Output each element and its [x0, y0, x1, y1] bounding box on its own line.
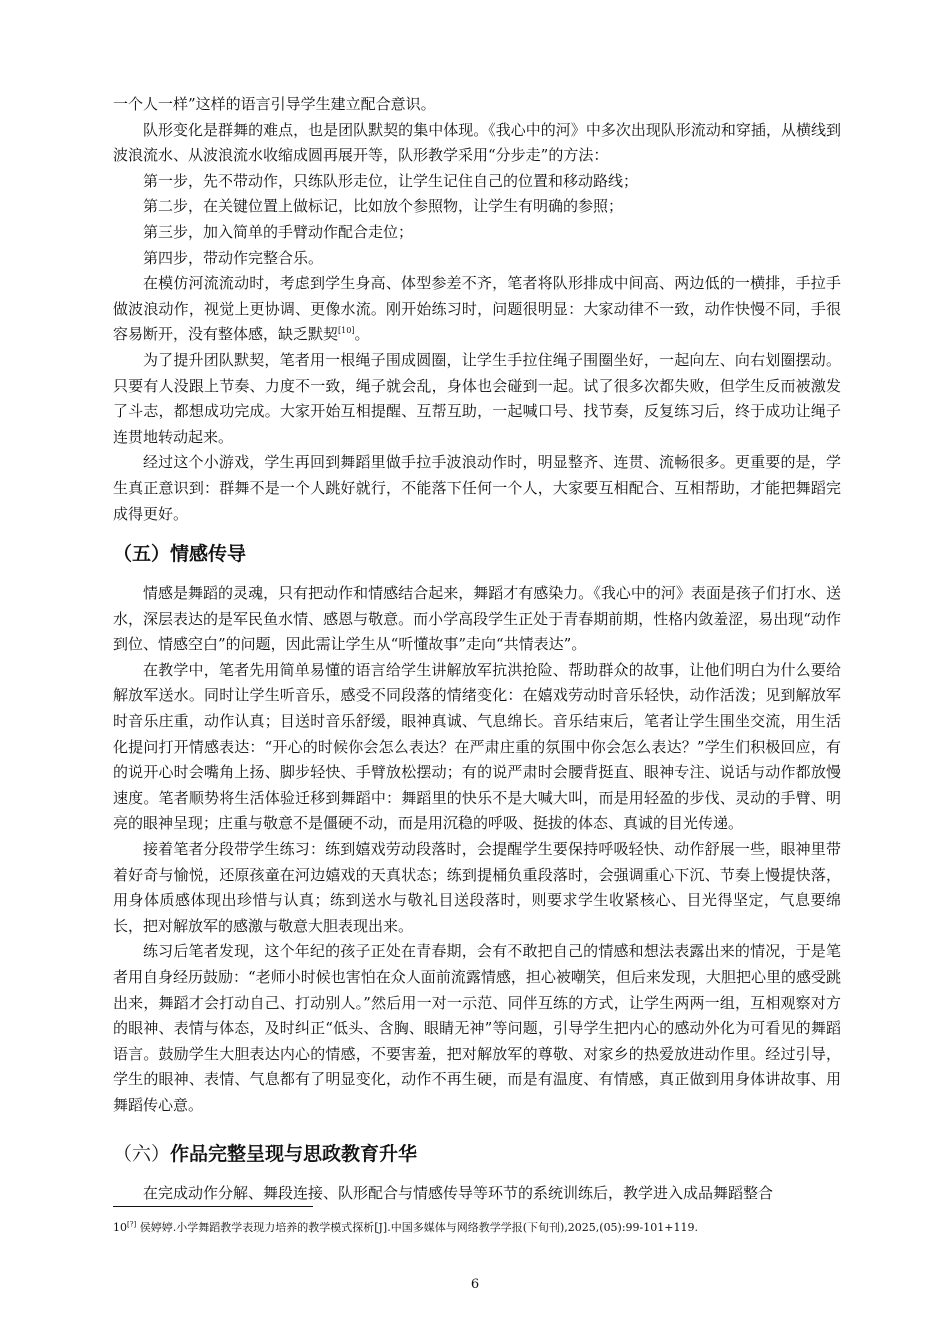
paragraph-with-citation — [113, 271, 841, 348]
paragraph-group-top — [113, 92, 841, 271]
paragraph-group-mid — [113, 348, 841, 527]
section-heading-6 — [113, 1139, 841, 1169]
footnote-number: 10 — [113, 1221, 127, 1234]
section-heading-6-number: （六） — [113, 1142, 171, 1165]
section-heading-5: （五）情感传导 — [113, 543, 247, 566]
paragraph: 第一步，先不带动作，只练队形走位，让学生记住自己的位置和移动路线； — [143, 171, 639, 190]
paragraph: 第二步，在关键位置上做标记，比如放个参照物，让学生有明确的参照； — [143, 197, 624, 216]
body-text — [113, 92, 841, 1206]
paragraph: 为了提升团队默契，笔者用一根绳子围成圆圈，让学生手拉住绳子围圈坐好，一起向左、向右划圈摆动。只要有人没跟上节奏、力度不一致，绳子就会乱，身体也会碰到一起。试了很多次都失败，但学生反而被激发了斗志，都想成功完成。大家开始互相提醒、互帮互助，一起喊口号、找节奏，反复练习后，终于成功让绳子连贯地转动起来。 — [113, 350, 841, 446]
paragraph: 在教学中，笔者先用简单易懂的语言给学生讲解放军抗洪抢险、帮助群众的故事，让他们明白为什么要给解放军送水。同时让学生听音乐，感受不同段落的情绪变化：在嬉戏劳动时音乐轻快，动作活泼；见到解放军时音乐庄重，动作认真；目送时音乐舒缓，眼神真诚、气息绵长。音乐结束后，笔者让学生围坐交流，用生活化提问打开情感表达：“开心的时候你会怎么表达？在严肃庄重的氛围中你会怎么表达？”学生们积极回应，有的说开心时会嘴角上扬、脚步轻快、手臂放松摆动；有的说严肃时会腰背挺直、眼神专注、说话与动作都放慢速度。笔者顺势将生活体验迁移到舞蹈中：舞蹈里的快乐不是大喊大叫，而是用轻盈的步伐、灵动的手臂、明亮的眼神呈现；庄重与敬意不是僵硬不动，而是用沉稳的呼吸、挺拔的体态、真诚的目光传递。 — [113, 660, 841, 833]
paragraph-group-section-6 — [113, 1181, 841, 1207]
footnote-mark: [?] — [127, 1220, 137, 1229]
paragraph-group-section-5 — [113, 581, 841, 1118]
page-number: 6 — [470, 1277, 480, 1292]
paragraph: 练习后笔者发现，这个年纪的孩子正处在青春期，会有不敢把自己的情感和想法表露出来的情况，于是笔者用自身经历鼓励：“老师小时候也害怕在众人面前流露情感，担心被嘲笑，但后来发现，大胆把心里的感受跳出来，舞蹈才会打动自己、打动别人。”然后用一对一示范、同伴互练的方式，让学生两两一组，互相观察对方的眼神、表情与体态，及时纠正“低头、含胸、眼睛无神”等问题，引导学生把内心的感动外化为可看见的舞蹈语言。鼓励学生大胆表达内心的情感，不要害羞，把对解放军的尊敬、对家乡的热爱放进动作里。经过引导，学生的眼神、表情、气息都有了明显变化，动作不再生硬，而是有温度、有情感，真正做到用身体讲故事、用舞蹈传心意。 — [113, 942, 841, 1114]
paragraph: 接着笔者分段带学生练习：练到嬉戏劳动段落时，会提醒学生要保持呼吸轻快、动作舒展一些，眼神里带着好奇与愉悦，还原孩童在河边嬉戏的天真状态；练到提桶负重段落时，会强调重心下沉、节奏上慢提快落，用身体质感体现出珍惜与认真；练到送水与敬礼目送段落时，则要求学生收紧核心、目光得坚定，气息要绵长，把对解放军的感激与敬意大胆表现出来。 — [113, 840, 841, 935]
footnote-text: 侯婷婷.小学舞蹈教学表现力培养的教学模式探析[J].中国多媒体与网络教学学报(下旬刊),2025,(05):99-101+119. — [139, 1221, 698, 1234]
paragraph: 第四步，带动作完整合乐。 — [143, 248, 324, 267]
paragraph: 在完成动作分解、舞段连接、队形配合与情感传导等环节的系统训练后，教学进入成品舞蹈整合 — [143, 1183, 774, 1202]
paragraph: 队形变化是群舞的难点，也是团队默契的集中体现。《我心中的河》中多次出现队形流动和穿插，从横线到波浪流水、从波浪流水收缩成圆再展开等，队形教学采用“分步走”的方法： — [113, 120, 841, 165]
paragraph: 情感是舞蹈的灵魂，只有把动作和情感结合起来，舞蹈才有感染力。《我心中的河》表面是孩子们打水、送水，深层表达的是军民鱼水情、感恩与敬意。而小学高段学生正处于青春期前期，性格内敛羞涩，易出现“动作到位、情感空白”的问题，因此需让学生从“听懂故事”走向“共情表达”。 — [113, 584, 841, 654]
paragraph: 第三步，加入简单的手臂动作配合走位； — [143, 222, 414, 241]
footnote — [113, 1219, 841, 1236]
paragraph: 经过这个小游戏，学生再回到舞蹈里做手拉手波浪动作时，明显整齐、连贯、流畅很多。更重要的是，学生真正意识到：群舞不是一个人跳好就行，不能落下任何一个人，大家要互相配合、互相帮助，才能把舞蹈完成得更好。 — [113, 453, 841, 523]
paragraph-text: 在模仿河流流动时，考虑到学生身高、体型参差不齐，笔者将队形排成中间高、两边低的一横排，手拉手做波浪动作，视觉上更协调、更像水流。刚开始练习时，问题很明显：大家动律不一致，动作快慢不同，手很容易断开，没有整体感，缺乏默契 — [113, 274, 841, 344]
citation-ref: [10] — [338, 326, 355, 336]
footnote-divider — [113, 1206, 313, 1207]
section-heading-6-title: 作品完整呈现与思政教育升华 — [170, 1142, 418, 1165]
paragraph: 一个人一样”这样的语言引导学生建立配合意识。 — [113, 95, 436, 113]
paragraph-text-end: 。 — [354, 325, 370, 344]
